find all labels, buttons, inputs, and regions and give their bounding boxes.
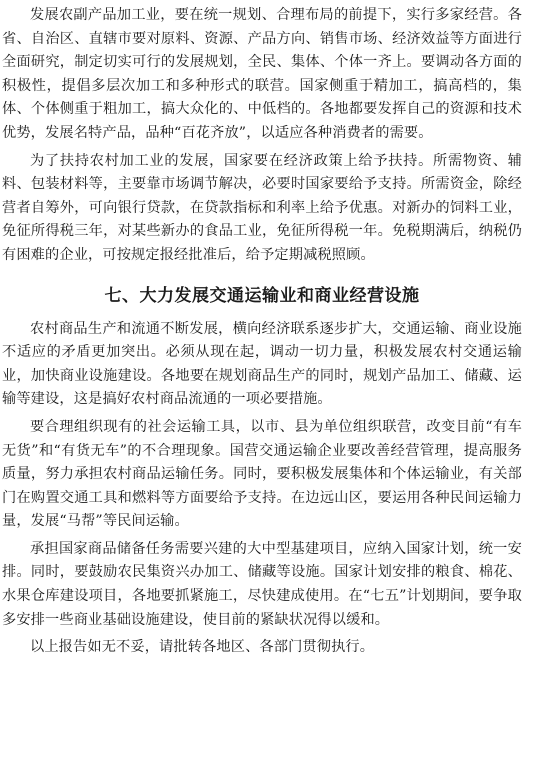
paragraph-storage-facilities: 承担国家商品储备任务需要兴建的大中型基建项目，应纳入国家计划，统一安排。同时，要鼓励农民集资兴办加工、储藏等设施。国家计划安排的粮食、棉花、水果仓库建设项目，各地要抓紧施工，尽快建成使用。在“七五”计划期间，要争取多安排一些商业基础设施建设，使目前的紧缺状况得以缓和。 <box>2 540 522 628</box>
paragraph-transport-organization: 要合理组织现有的社会运输工具，以市、县为单位组织联营，改变目前“有车无货”和“有货无车”的不合理现象。国营交通运输企业要改善经营管理，提高服务质量，努力承担农村商品运输任务。同时，要积极发展集体和个体运输业，有关部门在购置交通工具和燃料等方面要给予支持。在边远山区，要运用各种民间运输力量，发展“马帮”等民间运输。 <box>2 418 522 530</box>
paragraph-processing-industry: 发展农副产品加工业，要在统一规划、合理布局的前提下，实行多家经营。各省、自治区、直辖市要对原料、资源、产品方向、销售市场、经济效益等方面进行全面研究，制定切实可行的发展规划，全民、集体、个体一齐上。要调动各方面的积极性，提倡多层次加工和多种形式的联营。国家侧重于精加工，搞高档的，集体、个体侧重于粗加工，搞大众化的、中低档的。各地都要发挥自己的资源和技术优势，发展名特产品，品种“百花齐放”，以适应各种消费者的需要。 <box>2 7 522 141</box>
section-heading: 七、大力发展交通运输业和商业经营设施 <box>104 285 420 306</box>
paragraph-closing: 以上报告如无不妥，请批转各地区、各部门贯彻执行。 <box>30 639 375 656</box>
paragraph-transport-development: 农村商品生产和流通不断发展，横向经济联系逐步扩大，交通运输、商业设施不适应的矛盾更加突出。必须从现在起，调动一切力量，积极发展农村交通运输业，加快商业设施建设。各地要在规划商品生产的同时，规划产品加工、储藏、运输等建设，这是搞好农村商品流通的一项必要措施。 <box>2 320 522 408</box>
paragraph-policy-support: 为了扶持农村加工业的发展，国家要在经济政策上给予扶持。所需物资、辅料、包装材料等，主要靠市场调节解决，必要时国家要给予支持。所需资金，除经营者自筹外，可向银行贷款，在贷款指标和利率上给予优惠。对新办的饲料工业，免征所得税三年，对某些新办的食品工业，免征所得税一年。免税期满后，纳税仍有困难的企业，可按规定报经批准后，给予定期减税照顾。 <box>2 152 522 263</box>
